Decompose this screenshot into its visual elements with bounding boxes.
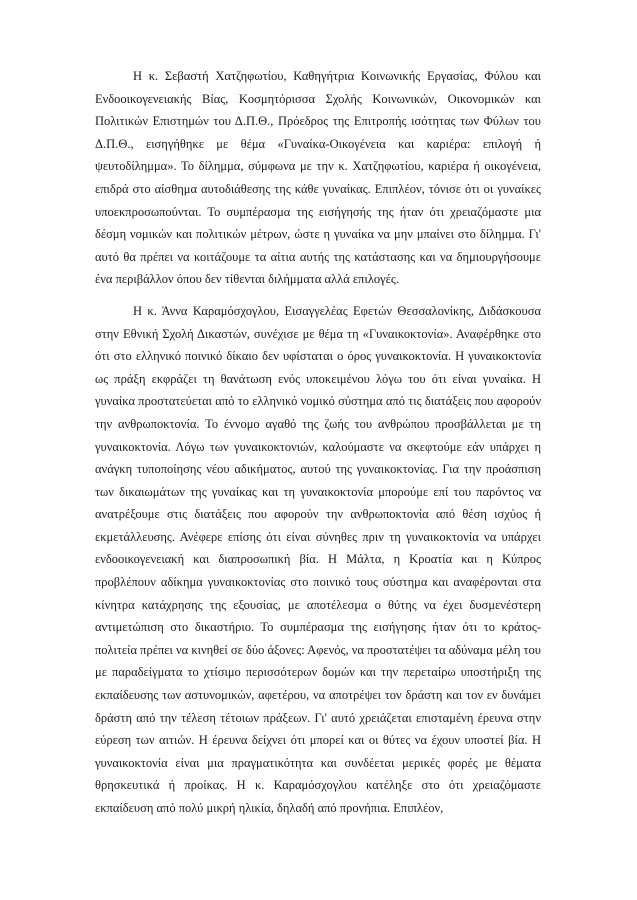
paragraph-hatzifotiou: Η κ. Σεβαστή Χατζηφωτίου, Καθηγήτρια Κοινωνικής Εργασίας, Φύλου και Ενδοοικογενειακής Βίας, Κοσμητόρισσα Σχολής Κοινωνικών, Οικονομικών και Πολιτικών Επιστημών του Δ.Π.Θ., Πρόεδρος της Επιτροπής ισότητας των Φύλων του Δ.Π.Θ., εισηγήθηκε με θέμα «Γυναίκα-Οικογένεια και καριέρα: επιλογή ή ψευτοδίλημμα». Το δίλημμα, σύμφωνα με την κ. Χατζηφωτίου, καριέρα ή οικογένεια, επιδρά στο αίσθημα αυτοδιάθεσης της κάθε γυναίκας. Επιπλέον, τόνισε ότι οι γυναίκες υποεκπροσωπούνται. Το συμπέρασμα της εισήγησής της ήταν ότι χρειαζόμαστε μια δέσμη νομικών και πολιτικών μέτρων, ώστε η γυναίκα να μην μπαίνει στο δίλημμα. Γι' αυτό θα πρέπει να κοιτάζουμε τα αίτια αυτής της κατάστασης και να δημιουργήσουμε ένα περιβάλλον όπου δεν τίθενται διλήμματα αλλά επιλογές.	[95, 69, 541, 287]
paragraph-karamoschoglou: Η κ. Άννα Καραμόσχογλου, Εισαγγελέας Εφετών Θεσσαλονίκης, Διδάσκουσα στην Εθνική Σχολή Δικαστών, συνέχισε με θέμα τη «Γυναικοκτονία». Αναφέρθηκε στο ότι στο ελληνικό ποινικό δίκαιο δεν υφίσταται ο όρος γυναικοκτονία. Η γυναικοκτονία ως πράξη εκφράζει τη θανάτωση ενός υποκειμένου λόγω του ότι είναι γυναίκα. Η γυναίκα προστατεύεται από το ελληνικό νομικό σύστημα από τις διατάξεις που αφορούν την ανθρωποκτονία. Το έννομο αγαθό της ζωής του ανθρώπου προσβάλλεται με τη γυναικοκτονία. Λόγω των γυναικοκτονιών, καλούμαστε να σκεφτούμε εάν υπάρχει η ανάγκη τυποποίησης νέου αδικήματος, αυτού της γυναικοκτονίας. Για την προάσπιση των δικαιωμάτων της γυναίκας και τη γυναικοκτονία μπορούμε επί του παρόντος να ανατρέξουμε στις διατάξεις που αφορούν την ανθρωποκτονία από θέση ισχύος ή εκμετάλλευσης. Ανέφερε επίσης ότι είναι σύνηθες πριν τη γυναικοκτονία να υπάρχει ενδοοικογενειακή και διαπροσωπική βία. Η Μάλτα, η Κροατία και η Κύπρος προβλέπουν αδίκημα γυναικοκτονίας στο ποινικό τους σύστημα και αναφέρονται στα κίνητρα κατάχρησης της εξουσίας, με αποτέλεσμα ο θύτης να έχει δυσμενέστερη αντιμετώπιση στο δικαστήριο. Το συμπέρασμα της εισήγησης ήταν ότι το κράτος-πολιτεία πρέπει να κινηθεί σε δύο άξονες: Αφενός, να προστατέψει τα αδύναμα μέλη του με παραδείγματα το χτίσιμο περισσότερων δομών και την περεταίρω υποστήριξη της εκπαίδευσης των αστυνομικών, αφετέρου, να αποτρέψει τον δράστη και τον εν δυνάμει δράστη από την τέλεση τέτοιων πράξεων. Γι' αυτό χρειάζεται επισταμένη έρευνα στην εύρεση των αιτιών. Η έρευνα δείχνει ότι μπορεί και οι θύτες να έχουν υποστεί βία. Η γυναικοκτονία είναι μια πραγματικότητα και συνδέεται μερικές φορές με θέματα θρησκευτικά ή προίκας. Η κ. Καραμόσχογλου κατέληξε στο ότι χρειαζόμαστε εκπαίδευση από πολύ μικρή ηλικία, δηλαδή από προνήπια. Επιπλέον,	[95, 303, 541, 815]
document-page	[95, 65, 541, 820]
